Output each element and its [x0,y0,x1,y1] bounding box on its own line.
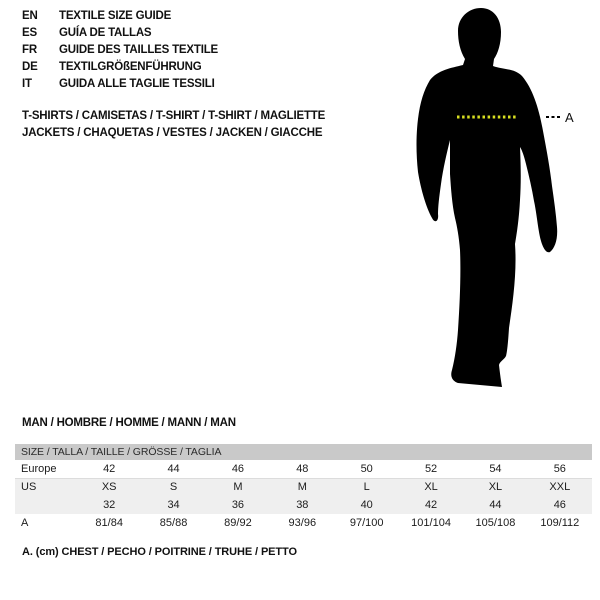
cell: L [335,478,399,496]
size-table-grid [15,460,592,532]
legend-row-de [22,59,218,76]
legend-label: GUIDA ALLE TAGLIE TESSILI [59,78,215,90]
row-label: A [21,517,29,529]
legend-code: DE [22,61,38,73]
language-legend [22,8,218,93]
row-label: US [15,478,77,496]
man-silhouette-svg [405,4,580,394]
cell: 48 [296,462,309,475]
cell: 89/92 [224,517,252,529]
cell: 97/100 [349,517,384,529]
legend-code: IT [22,78,32,90]
legend-row-es [22,25,218,42]
legend-row-fr [22,42,218,59]
cell: 46 [231,462,245,475]
man-silhouette [417,8,558,387]
cell: 36 [206,496,270,514]
cell: XXL [528,478,592,496]
cell: 44 [463,496,527,514]
legend-label: GUÍA DE TALLAS [59,27,152,39]
cell: 50 [360,462,373,475]
cell: 101/104 [411,517,451,529]
legend-row-it [22,76,218,93]
size-table-header: SIZE / TALLA / TAILLE / GRÖSSE / TAGLIA [15,444,592,460]
table-row-numeric [15,496,592,514]
legend-code: EN [22,10,38,22]
cell: 32 [77,496,141,514]
measure-label-a: A [565,110,574,125]
legend-code: FR [22,44,37,56]
cell: 93/96 [288,517,317,529]
row-label: Europe [21,462,57,475]
measurement-footnote: A. (cm) CHEST / PECHO / POITRINE / TRUHE / PETTO [22,546,297,558]
legend-row-en [22,8,218,25]
cell: XL [399,478,463,496]
cell: XS [77,478,141,496]
cell: 42 [103,462,116,475]
cell: 85/88 [159,517,188,529]
garment-categories [22,108,325,142]
cell: XL [463,478,527,496]
cell: 54 [489,462,502,475]
category-tshirts: T-SHIRTS / CAMISETAS / T-SHIRT / T-SHIRT / MAGLIETTE [22,110,326,122]
table-row-europe [15,460,592,478]
size-table [15,444,592,532]
cell: 40 [335,496,399,514]
section-title-man: MAN / HOMBRE / HOMME / MANN / MAN [22,417,236,429]
cell: S [141,478,205,496]
legend-label: GUIDE DES TAILLES TEXTILE [59,44,218,56]
cell: 42 [399,496,463,514]
table-row-us [15,478,592,496]
cell: M [206,478,270,496]
legend-code: ES [22,27,37,39]
cell: 38 [270,496,334,514]
cell: 105/108 [475,517,516,529]
cell: 46 [528,496,592,514]
row-label [15,496,77,514]
table-row-chest [15,514,592,532]
cell: 52 [424,462,438,475]
cell: 34 [141,496,205,514]
cell: M [270,478,334,496]
legend-label: TEXTILGRÖßENFÜHRUNG [59,61,202,73]
category-jackets: JACKETS / CHAQUETAS / VESTES / JACKEN / GIACCHE [22,127,323,139]
cell: 109/112 [540,517,580,529]
cell: 81/84 [95,517,123,529]
cell: 56 [553,462,566,475]
man-figure [405,4,580,394]
cell: 44 [167,462,180,475]
legend-label: TEXTILE SIZE GUIDE [59,10,172,22]
